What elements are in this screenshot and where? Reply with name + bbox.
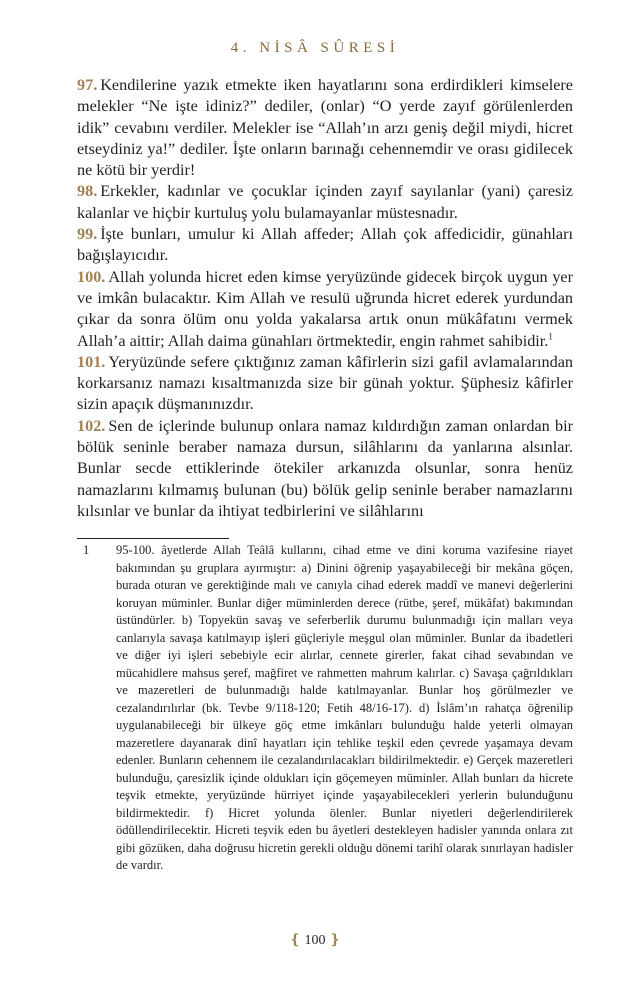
verse-text: Allah yolunda hicret eden kimse yeryüzünde gidecek birçok uygun yer ve imkân bulacaktır. Kim Allah ve resulü uğrunda hicret ederek yurdundan çıkar da sonra ölüm onu yolda yakalarsa artık onun mükâfatını vermek Allah’a aittir; Allah daima günahları örtmektedir, engin rahmet sahibidir. [77,267,573,350]
verse-99 [77,224,573,267]
verse-number: 102. [77,416,106,435]
verse-100 [77,267,573,352]
footnote-reference[interactable]: 1 [548,331,553,342]
verse-text: Erkekler, kadınlar ve çocuklar içinden zayıf sayılanlar (yani) çaresiz kalanlar ve hiçbir kurtuluş yolu bulamayanlar müstesnadır. [77,182,573,222]
footnote-text: 95-100. âyetlerde Allah Teâlâ kullarını, cihad etme ve dini koruma vazifesine riayet bakımından şu gruplara ayırmıştır: a) Dinini öğrenip yaşayabileceği bir mekâna göçen, burada oturan ve gerektiğinde malı ve canıyla cihad ederek maddî ve manevi değerlerini koruyan müminler. Bunlar diğer müminlerden derece (rütbe, şeref, mükâfat) bakımından üstündürler. b) Topyekün savaş ve seferberlik durumu bulunmadığı için malları veya canlarıyla savaşa katılmayıp işleri güçleriyle meşgul olan müminler. Bunlar da ibadetleri ve diğer iyi işleri sebebiyle ecir alırlar, cennete girerler, fakat cihad sevabından ve mücahidlere mahsus şeref, mağfiret ve rahmetten mahrum kalırlar. c) Savaşa çağrıldıkları ve mazeretleri de bulunmadığı halde katılmayanlar. Bunlar hoş görülmezler ve cezalandırılırlar (bk. Tevbe 9/118-120; Fetih 48/16-17). d) İslâm’ın rahatça öğrenilip uygulanabileceği bir ülkeye göç etme imkânları bulunduğu halde yeterli olmayan mazeretlere dayanarak dinî hayatları için tehlike teşkil eden çevrede yaşamaya devam edenler. Bunların cehennem ile cezalandırılacakları bildirilmektedir. e) Gerçek mazeretleri bulunduğu, çaresizlik içinde oldukları için göçemeyen müminler. Allah bunları da hicrete teşvik etmekte, yeryüzünde hürriyet içinde yaşayabilecekleri yerlerin bulunduğunu bildirmektedir. f) Hicret yolunda ölenler. Bunlar niyetleri değerlendirilerek ödüllendirilecektir. Hicreti teşvik eden bu âyetleri destekleyen hadisler yanında onlara zıt gibi gözüken, daha doğrusu hicretin gerekli olduğu dönemi tarihî olarak sınırlayan hadisler de vardır. [116,543,573,872]
footnote [77,542,573,875]
footnote-divider [77,538,229,539]
page-number: 100 [304,933,326,948]
verse-number: 97. [77,76,98,94]
verse-102 [77,416,573,522]
verse-98 [77,181,573,224]
verse-97 [77,75,573,181]
right-ornament-icon: ❵ [329,933,341,948]
verse-text: Sen de içlerinde bulunup onlara namaz kıldırdığın zaman onlardan bir bölük seninle beraber namaza dursun, silâhlarını da yanlarına alsınlar. Bunlar secde ettiklerinde ötekiler arkanızda olsunlar, sonra henüz namazlarını kılmamış bulunan (bu) bölük gelip seninle beraber namazlarını kılsınlar ve bunlar da ihtiyat tedbirlerini ve silâhlarını [77,416,573,520]
page-header-title: 4. NİSÂ SÛRESİ [230,40,400,56]
verse-number: 100. [77,267,106,286]
page-number-block [0,932,630,949]
verse-text: İşte bunları, umulur ki Allah affeder; Allah çok affedicidir, günahları bağışlayıcıdır. [77,225,573,265]
left-ornament-icon: ❴ [289,933,301,948]
verse-text: Yeryüzünde sefere çıktığınız zaman kâfirlerin sizi gafil avlamalarından korkarsanız namazı kısaltmanızda size bir günah yoktur. Şüphesiz kâfirler sizin apaçık düşmanınızdır. [77,352,573,414]
footnote-number: 1 [83,543,90,557]
verse-number: 101. [77,352,106,371]
verse-text: Kendilerine yazık etmekte iken hayatlarını sona erdirdikleri kimselere melekler “Ne işte idiniz?” dediler, (onlar) “O yerde zayıf görülenlerden idik” cevabını verdiler. Melekler ise “Allah’ın arzı geniş değil miydi, hicret etseydiniz ya!” dediler. İşte onların barınağı cehennemdir ve orası gidilecek ne kötü bir yerdir! [77,76,573,180]
verse-number: 98. [77,182,98,201]
verse-body [77,75,573,522]
verse-101 [77,352,573,416]
verse-number: 99. [77,225,98,244]
